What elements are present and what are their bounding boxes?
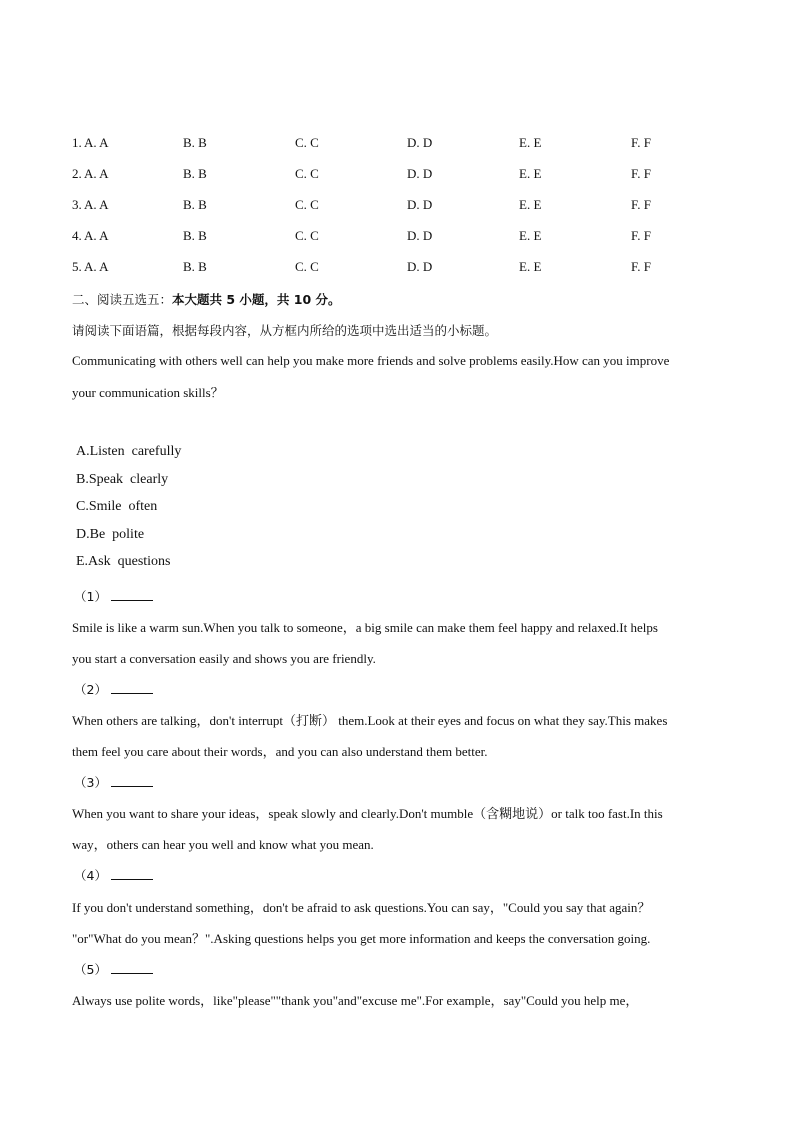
option-b: B. B: [183, 259, 207, 274]
question-5-label: （5）: [74, 960, 153, 978]
option-a: A. A: [84, 166, 109, 181]
paragraph-line: When you want to share your ideas，speak slowly and clearly.Don't mumble（含糊地说）or talk too fast.In this: [72, 806, 663, 821]
answer-blank-3[interactable]: [111, 774, 153, 787]
option-e: E. E: [519, 135, 542, 150]
paragraph-line: If you don't understand something，don't be afraid to ask questions.You can say，"Could you say that again？: [72, 900, 651, 915]
choice-e: E.Ask questions: [76, 554, 171, 570]
question-5-paragraph: [72, 985, 732, 1016]
options-row-1: [72, 132, 732, 154]
option-a: A. A: [84, 197, 109, 212]
intro-line-1: Communicating with others well can help you make more friends and solve problems easily.How can you improve: [72, 353, 670, 368]
row-number: 2.: [72, 166, 82, 181]
option-f: F. F: [631, 259, 651, 274]
option-c: C. C: [295, 259, 319, 274]
paragraph-line: Smile is like a warm sun.When you talk to someone，a big smile can make them feel happy and relaxed.It helps: [72, 620, 658, 635]
section-instruction: 请阅读下面语篇，根据每段内容，从方框内所给的选项中选出适当的小标题。: [72, 323, 498, 338]
row-number: 5.: [72, 259, 82, 274]
choice-d: D.Be polite: [76, 526, 145, 542]
question-1-paragraph: [72, 612, 732, 674]
options-row-4: [72, 225, 732, 247]
option-b: B. B: [183, 166, 207, 181]
option-f: F. F: [631, 135, 651, 150]
choice-c: C.Smile often: [76, 499, 158, 515]
options-row-2: [72, 163, 732, 185]
option-f: F. F: [631, 166, 651, 181]
choice-list: [76, 438, 181, 576]
option-b: B. B: [183, 197, 207, 212]
answer-blank-2[interactable]: [111, 681, 153, 694]
option-a: A. A: [84, 259, 109, 274]
option-e: E. E: [519, 197, 542, 212]
option-d: D. D: [407, 197, 433, 212]
paragraph-line: When others are talking，don't interrupt（打断） them.Look at their eyes and focus on what they say.This makes: [72, 713, 668, 728]
option-d: D. D: [407, 135, 433, 150]
option-c: C. C: [295, 197, 319, 212]
question-2-label: （2）: [74, 680, 153, 698]
paragraph-line: you start a conversation easily and shows you are friendly.: [72, 651, 376, 666]
paragraph-line: them feel you care about their words，and you can also understand them better.: [72, 744, 488, 759]
paragraph-line: "or"What do you mean？".Asking questions helps you get more information and keeps the conversation going.: [72, 931, 651, 946]
choice-a: A.Listen carefully: [76, 444, 182, 459]
answer-blank-4[interactable]: [111, 867, 153, 880]
option-c: C. C: [295, 135, 319, 150]
option-e: E. E: [519, 166, 542, 181]
answer-blank-1[interactable]: [111, 588, 153, 601]
question-4-paragraph: [72, 892, 732, 954]
question-3-paragraph: [72, 798, 732, 860]
row-number: 4.: [72, 228, 82, 243]
row-number: 3.: [72, 197, 82, 212]
option-d: D. D: [407, 228, 433, 243]
section-heading-bold: 本大题共 5 小题，共 10 分。: [172, 292, 341, 307]
option-c: C. C: [295, 166, 319, 181]
answer-blank-5[interactable]: [111, 961, 153, 974]
question-3-label: （3）: [74, 773, 153, 791]
question-4-label: （4）: [74, 866, 153, 884]
intro-line-2: your communication skills？: [72, 385, 224, 400]
section-heading-prefix: 二、阅读五选五：: [72, 292, 173, 307]
option-f: F. F: [631, 228, 651, 243]
paragraph-line: way，others can hear you well and know what you mean.: [72, 837, 374, 852]
option-d: D. D: [407, 259, 433, 274]
option-a: A. A: [84, 228, 109, 243]
options-row-5: [72, 256, 732, 278]
row-number: 1.: [72, 135, 82, 150]
choice-b: B.Speak clearly: [76, 471, 169, 487]
section-heading: [72, 290, 732, 310]
option-b: B. B: [183, 135, 207, 150]
question-2-paragraph: [72, 705, 732, 767]
option-e: E. E: [519, 228, 542, 243]
options-row-3: [72, 194, 732, 216]
option-d: D. D: [407, 166, 433, 181]
option-c: C. C: [295, 228, 319, 243]
question-1-label: （1）: [74, 587, 153, 605]
option-f: F. F: [631, 197, 651, 212]
option-b: B. B: [183, 228, 207, 243]
option-a: A. A: [84, 135, 109, 150]
option-e: E. E: [519, 259, 542, 274]
paragraph-line: Always use polite words，like"please""thank you"and"excuse me".For example，say"Could you help me，: [72, 993, 639, 1008]
